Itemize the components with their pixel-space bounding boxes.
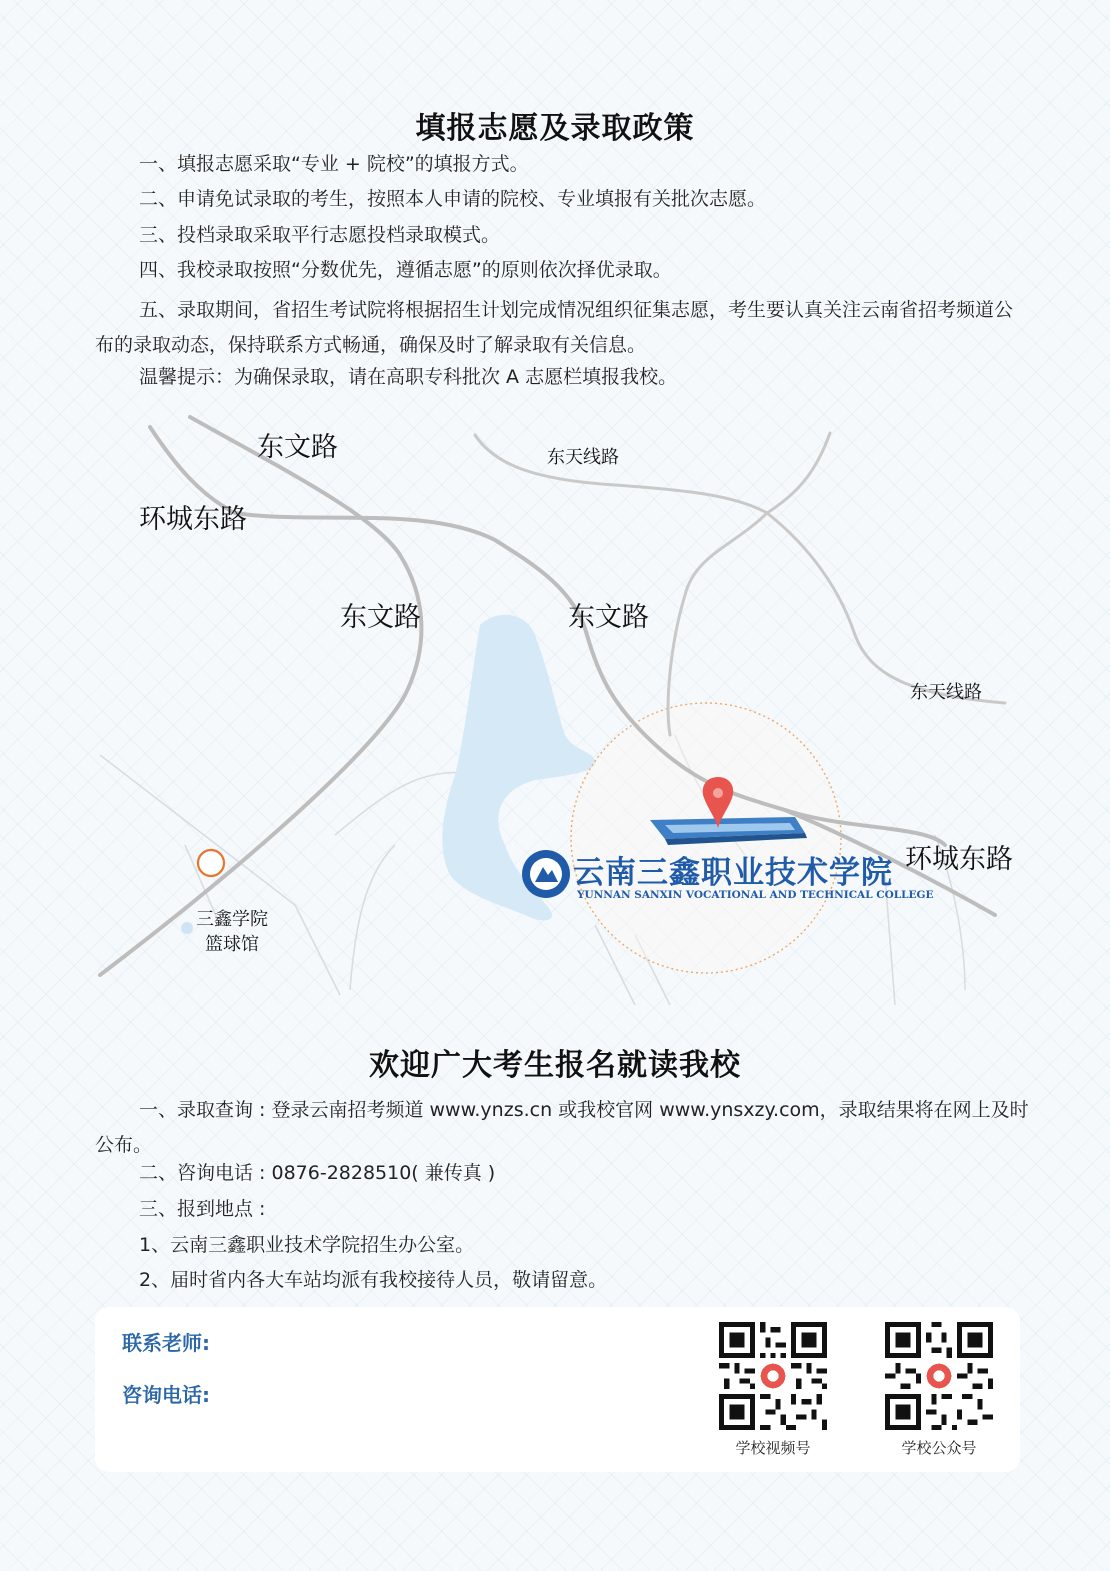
road-label-dongtian-1: 东天线路 bbox=[547, 447, 619, 468]
road-label-dongwen-1: 东文路 bbox=[257, 432, 338, 463]
policy-item-4: 四、我校录取按照“分数优先，遵循志愿”的原则依次择优录取。 bbox=[139, 259, 672, 281]
road-dongtian-east bbox=[767, 513, 1005, 703]
welcome-address-1: 1、云南三鑫职业技术学院招生办公室。 bbox=[139, 1234, 475, 1256]
road-label-dongwen-2: 东文路 bbox=[340, 602, 421, 633]
policy-title: 填报志愿及录取政策 bbox=[415, 111, 695, 146]
landmark-label-line2: 篮球馆 bbox=[205, 934, 259, 955]
policy-item-3: 三、投档录取采取平行志愿投档录取模式。 bbox=[139, 224, 501, 246]
campus-location-map bbox=[95, 405, 1020, 1020]
welcome-address-2: 2、届时省内各大车站均派有我校接待人员，敬请留意。 bbox=[139, 1269, 608, 1291]
welcome-item-phone: 二、咨询电话 : 0876-2828510( 兼传真 ) bbox=[139, 1162, 496, 1184]
welcome-title: 欢迎广大考生报名就读我校 bbox=[369, 1048, 741, 1083]
welcome-item-query: 一、录取查询 : 登录云南招考频道 www.ynzs.cn 或我校官网 www.ynsxzy.com，录取结果将在网上及时公布。 bbox=[95, 1099, 1029, 1156]
school-emblem-icon bbox=[521, 849, 571, 899]
road-label-dongwen-3: 东文路 bbox=[568, 602, 649, 633]
welcome-item-address: 三、报到地点 : bbox=[139, 1198, 266, 1220]
contact-phone-label: 咨询电话: bbox=[122, 1383, 210, 1407]
landmark-dot bbox=[181, 922, 193, 934]
policy-item-5: 五、录取期间，省招生考试院将根据招生计划完成情况组织征集志愿，考生要认真关注云南省招考频道公布的录取动态，保持联系方式畅通，确保及时了解录取有关信息。 bbox=[95, 299, 1014, 356]
contact-card bbox=[95, 1307, 1020, 1472]
school-name-en: YUNNAN SANXIN VOCATIONAL AND TECHNICAL COLLEGE bbox=[577, 889, 934, 901]
qr-official-caption: 学校公众号 bbox=[901, 1439, 977, 1457]
road-label-dongtian-2: 东天线路 bbox=[910, 682, 982, 703]
policy-item-1: 一、填报志愿采取“专业 + 院校”的填报方式。 bbox=[139, 153, 529, 175]
roundabout-marker bbox=[198, 850, 224, 876]
road-label-huancheng-1: 环城东路 bbox=[139, 504, 247, 535]
qr-code-video bbox=[719, 1322, 827, 1430]
contact-teacher-label: 联系老师: bbox=[122, 1331, 210, 1355]
road-dongtian-north bbox=[475, 435, 767, 513]
school-name: 云南三鑫职业技术学院 bbox=[573, 855, 893, 891]
qr-code-official-account bbox=[885, 1322, 993, 1430]
policy-item-2: 二、申请免试录取的考生，按照本人申请的院校、专业填报有关批次志愿。 bbox=[139, 188, 767, 210]
landmark-label-line1: 三鑫学院 bbox=[196, 909, 268, 930]
policy-tip: 温馨提示：为确保录取，请在高职专科批次 A 志愿栏填报我校。 bbox=[139, 366, 678, 388]
school-logo bbox=[521, 845, 934, 915]
road-label-huancheng-2: 环城东路 bbox=[905, 844, 1013, 875]
road-connector bbox=[668, 433, 830, 735]
qr-video-caption: 学校视频号 bbox=[735, 1439, 811, 1457]
